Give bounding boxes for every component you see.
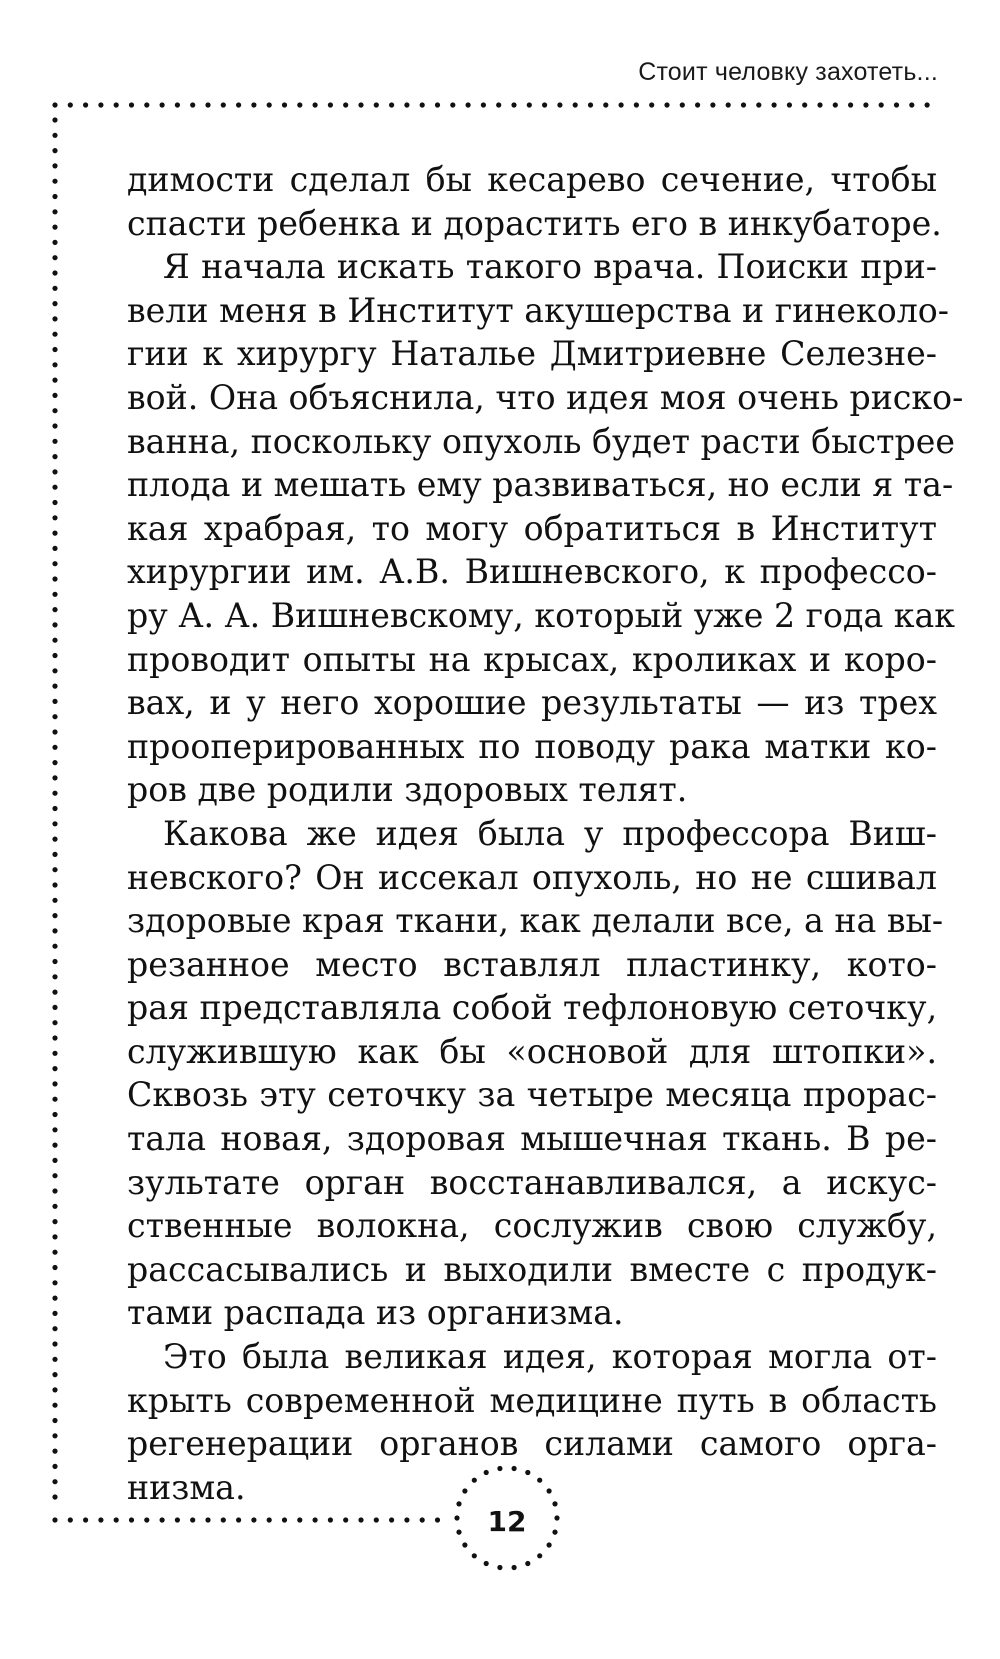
border-dot	[52, 974, 57, 979]
border-dot	[52, 102, 57, 107]
border-dot	[52, 668, 57, 673]
border-dot	[52, 546, 57, 551]
border-dot	[251, 102, 256, 107]
border-dot	[664, 102, 669, 107]
border-dot	[313, 102, 318, 107]
body-text	[127, 158, 964, 1509]
border-dot	[52, 882, 57, 887]
border-dot	[52, 1250, 57, 1255]
border-dot	[52, 209, 57, 214]
border-dot	[52, 607, 57, 612]
text-line: тами распада из организма.	[127, 1293, 624, 1333]
border-dot	[472, 1553, 477, 1558]
border-dot	[190, 1517, 195, 1522]
text-line: ванна, поскольку опухоль будет расти быстрее	[127, 421, 956, 461]
border-dot	[525, 1561, 530, 1566]
text-line: ственные волокна, сослужив свою службу,	[127, 1206, 937, 1246]
border-dot	[52, 1464, 57, 1469]
border-dot	[52, 1387, 57, 1392]
border-dot	[404, 102, 409, 107]
border-dot	[52, 1081, 57, 1086]
text-line: регенерации органов силами самого орга-	[127, 1424, 937, 1464]
page-number: 12	[487, 1505, 527, 1538]
border-dot	[236, 1517, 241, 1522]
text-line: Я начала искать такого врача. Поиски при-	[163, 247, 937, 287]
border-dot	[52, 1280, 57, 1285]
border-dot	[52, 944, 57, 949]
border-dot	[52, 485, 57, 490]
border-dot	[313, 1517, 318, 1522]
border-dot	[52, 622, 57, 627]
border-dot	[52, 684, 57, 689]
border-dot	[52, 1296, 57, 1301]
border-dot	[52, 699, 57, 704]
border-dot	[772, 102, 777, 107]
border-dot	[343, 1517, 348, 1522]
border-dot	[52, 806, 57, 811]
border-dot	[358, 1517, 363, 1522]
border-dot	[848, 102, 853, 107]
text-line: рассасывались и выходили вместе с продук-	[127, 1249, 937, 1289]
border-dot	[52, 775, 57, 780]
text-line: спасти ребенка и дорастить его в инкубаторе.	[127, 203, 942, 243]
border-dot	[649, 102, 654, 107]
border-dot	[787, 102, 792, 107]
text-line: димости сделал бы кесарево сечение, чтобы	[127, 160, 937, 199]
border-dot	[160, 1517, 165, 1522]
border-dot	[267, 102, 272, 107]
border-dot	[144, 1517, 149, 1522]
border-dot	[52, 1234, 57, 1239]
border-dot	[462, 1542, 467, 1547]
text-line: ров две родили здоровых телят.	[127, 770, 688, 810]
border-dot	[52, 117, 57, 122]
border-dot	[454, 1515, 459, 1520]
text-line: плода и мешать ему развиваться, но если я та-	[127, 465, 954, 505]
text-line: вели меня в Институт акушерства и гинеколо-	[127, 290, 949, 330]
border-dot	[52, 1357, 57, 1362]
border-dot	[190, 102, 195, 107]
border-dot	[511, 1565, 516, 1570]
text-line: рая представляла собой тефлоновую сеточку,	[127, 988, 938, 1028]
border-dot	[98, 102, 103, 107]
border-dot	[52, 133, 57, 138]
border-dot	[205, 1517, 210, 1522]
border-dot	[52, 852, 57, 857]
border-dot	[456, 1530, 461, 1535]
border-dot	[52, 1219, 57, 1224]
border-dot	[52, 592, 57, 597]
border-dot	[52, 638, 57, 643]
text-line: служившую как бы «основой для штопки».	[127, 1031, 937, 1071]
border-dot	[52, 1494, 57, 1499]
text-line: прооперированных по поводу рака матки ко-	[127, 726, 937, 766]
border-dot	[588, 102, 593, 107]
border-dot	[404, 1517, 409, 1522]
left-dotted-rule	[52, 117, 57, 1499]
text-line: Сквозь эту сеточку за четыре месяца прорас-	[127, 1075, 937, 1115]
border-dot	[52, 454, 57, 459]
border-dot	[52, 1517, 57, 1522]
border-dot	[435, 102, 440, 107]
border-dot	[52, 1311, 57, 1316]
border-dot	[52, 653, 57, 658]
border-dot	[52, 1020, 57, 1025]
border-dot	[695, 102, 700, 107]
border-dot	[328, 102, 333, 107]
text-line: зультате орган восстанавливался, а искус-	[127, 1162, 937, 1202]
border-dot	[52, 515, 57, 520]
border-dot	[537, 1553, 542, 1558]
text-line: невского? Он иссекал опухоль, но не сшивал	[127, 857, 937, 897]
border-dot	[251, 1517, 256, 1522]
border-dot	[802, 102, 807, 107]
border-dot	[909, 102, 914, 107]
text-line: Это была великая идея, которая могла от-	[163, 1337, 937, 1377]
border-dot	[52, 1433, 57, 1438]
border-dot	[894, 102, 899, 107]
border-dot	[554, 1515, 559, 1520]
text-line: вах, и у него хорошие результаты — из трех	[127, 683, 937, 723]
border-dot	[52, 745, 57, 750]
border-dot	[52, 1418, 57, 1423]
border-dot	[267, 1517, 272, 1522]
border-dot	[358, 102, 363, 107]
border-dot	[297, 102, 302, 107]
text-line: тала новая, здоровая мышечная ткань. В ре-	[127, 1119, 937, 1159]
border-dot	[374, 1517, 379, 1522]
border-dot	[144, 102, 149, 107]
border-dot	[68, 1517, 73, 1522]
border-dot	[52, 990, 57, 995]
border-dot	[557, 102, 562, 107]
border-dot	[52, 1112, 57, 1117]
border-dot	[328, 1517, 333, 1522]
border-dot	[52, 286, 57, 291]
border-dot	[52, 898, 57, 903]
paragraph-1	[127, 158, 942, 245]
border-dot	[680, 102, 685, 107]
border-dot	[52, 1479, 57, 1484]
border-dot	[52, 1005, 57, 1010]
border-dot	[527, 102, 532, 107]
border-dot	[52, 791, 57, 796]
border-dot	[282, 1517, 287, 1522]
border-dot	[833, 102, 838, 107]
paragraph-3	[127, 812, 944, 1335]
border-dot	[297, 1517, 302, 1522]
border-dot	[710, 102, 715, 107]
border-dot	[52, 1066, 57, 1071]
border-dot	[52, 408, 57, 413]
border-dot	[205, 102, 210, 107]
border-dot	[343, 102, 348, 107]
border-dot	[221, 102, 226, 107]
border-dot	[83, 102, 88, 107]
border-dot	[374, 102, 379, 107]
border-dot	[175, 1517, 180, 1522]
border-dot	[573, 102, 578, 107]
border-dot	[160, 102, 165, 107]
border-dot	[52, 1097, 57, 1102]
border-dot	[52, 1035, 57, 1040]
border-dot	[52, 1326, 57, 1331]
border-dot	[52, 531, 57, 536]
border-dot	[114, 102, 119, 107]
text-line: кая храбрая, то могу обратиться в Институт	[127, 508, 937, 548]
border-dot	[52, 1188, 57, 1193]
border-dot	[52, 500, 57, 505]
border-dot	[726, 102, 731, 107]
text-line: здоровые края ткани, как делали все, а на вы-	[127, 901, 944, 941]
border-dot	[52, 148, 57, 153]
border-dot	[634, 102, 639, 107]
text-line: ру А. А. Вишневскому, который уже 2 года как	[127, 595, 956, 635]
text-line: резанное место вставлял пластинку, кото-	[127, 944, 937, 984]
border-dot	[52, 316, 57, 321]
border-dot	[484, 1561, 489, 1566]
border-dot	[68, 102, 73, 107]
border-dot	[435, 1517, 440, 1522]
border-dot	[52, 194, 57, 199]
border-dot	[52, 837, 57, 842]
border-dot	[52, 1449, 57, 1454]
border-dot	[52, 347, 57, 352]
border-dot	[114, 1517, 119, 1522]
border-dot	[52, 1265, 57, 1270]
border-dot	[52, 163, 57, 168]
border-dot	[221, 1517, 226, 1522]
border-dot	[282, 102, 287, 107]
border-dot	[52, 913, 57, 918]
border-dot	[236, 102, 241, 107]
border-dot	[547, 1542, 552, 1547]
border-dot	[542, 102, 547, 107]
border-dot	[52, 179, 57, 184]
paragraph-4	[127, 1335, 937, 1509]
border-dot	[52, 439, 57, 444]
text-line: низма.	[127, 1467, 246, 1507]
border-dot	[511, 102, 516, 107]
border-dot	[619, 102, 624, 107]
border-dot	[925, 102, 930, 107]
border-dot	[466, 102, 471, 107]
border-dot	[756, 102, 761, 107]
border-dot	[52, 301, 57, 306]
border-dot	[52, 1173, 57, 1178]
border-dot	[52, 576, 57, 581]
border-dot	[52, 867, 57, 872]
text-line: проводит опыты на крысах, кроликах и коро-	[127, 639, 937, 679]
border-dot	[52, 362, 57, 367]
border-dot	[52, 760, 57, 765]
border-dot	[420, 102, 425, 107]
border-dot	[481, 102, 486, 107]
border-dot	[52, 1158, 57, 1163]
border-dot	[52, 729, 57, 734]
border-dot	[52, 240, 57, 245]
text-line: хирургии им. А.В. Вишневского, к профессо-	[127, 552, 937, 592]
text-line: Какова же идея была у профессора Виш-	[163, 813, 937, 853]
border-dot	[129, 102, 134, 107]
border-dot	[817, 102, 822, 107]
border-dot	[52, 1127, 57, 1132]
border-dot	[175, 102, 180, 107]
border-dot	[52, 1143, 57, 1148]
border-dot	[52, 423, 57, 428]
border-dot	[52, 1204, 57, 1209]
border-dot	[52, 1372, 57, 1377]
border-dot	[52, 332, 57, 337]
border-dot	[52, 393, 57, 398]
border-dot	[741, 102, 746, 107]
border-dot	[496, 102, 501, 107]
border-dot	[389, 102, 394, 107]
border-dot	[52, 225, 57, 230]
bottom-dotted-rule	[52, 1517, 440, 1522]
border-dot	[52, 928, 57, 933]
border-dot	[52, 714, 57, 719]
border-dot	[552, 1530, 557, 1535]
border-dot	[52, 469, 57, 474]
border-dot	[52, 1051, 57, 1056]
border-dot	[389, 1517, 394, 1522]
border-dot	[52, 1403, 57, 1408]
border-dot	[863, 102, 868, 107]
text-line: гии к хирургу Наталье Дмитриевне Селезне-	[127, 334, 937, 374]
border-dot	[98, 1517, 103, 1522]
border-dot	[52, 821, 57, 826]
border-dot	[52, 561, 57, 566]
border-dot	[52, 959, 57, 964]
border-dot	[129, 1517, 134, 1522]
border-dot	[52, 255, 57, 260]
border-dot	[879, 102, 884, 107]
text-line: крыть современной медицине путь в область	[127, 1380, 937, 1420]
border-dot	[420, 1517, 425, 1522]
paragraph-2	[127, 245, 964, 812]
border-dot	[52, 270, 57, 275]
border-dot	[450, 102, 455, 107]
text-line: вой. Она объяснила, что идея моя очень риско-	[127, 377, 964, 417]
top-dotted-rule	[52, 102, 929, 107]
border-dot	[52, 378, 57, 383]
border-dot	[83, 1517, 88, 1522]
border-dot	[497, 1565, 502, 1570]
border-dot	[603, 102, 608, 107]
running-header-title: Стоит человку захотеть...	[638, 58, 938, 86]
border-dot	[52, 1341, 57, 1346]
